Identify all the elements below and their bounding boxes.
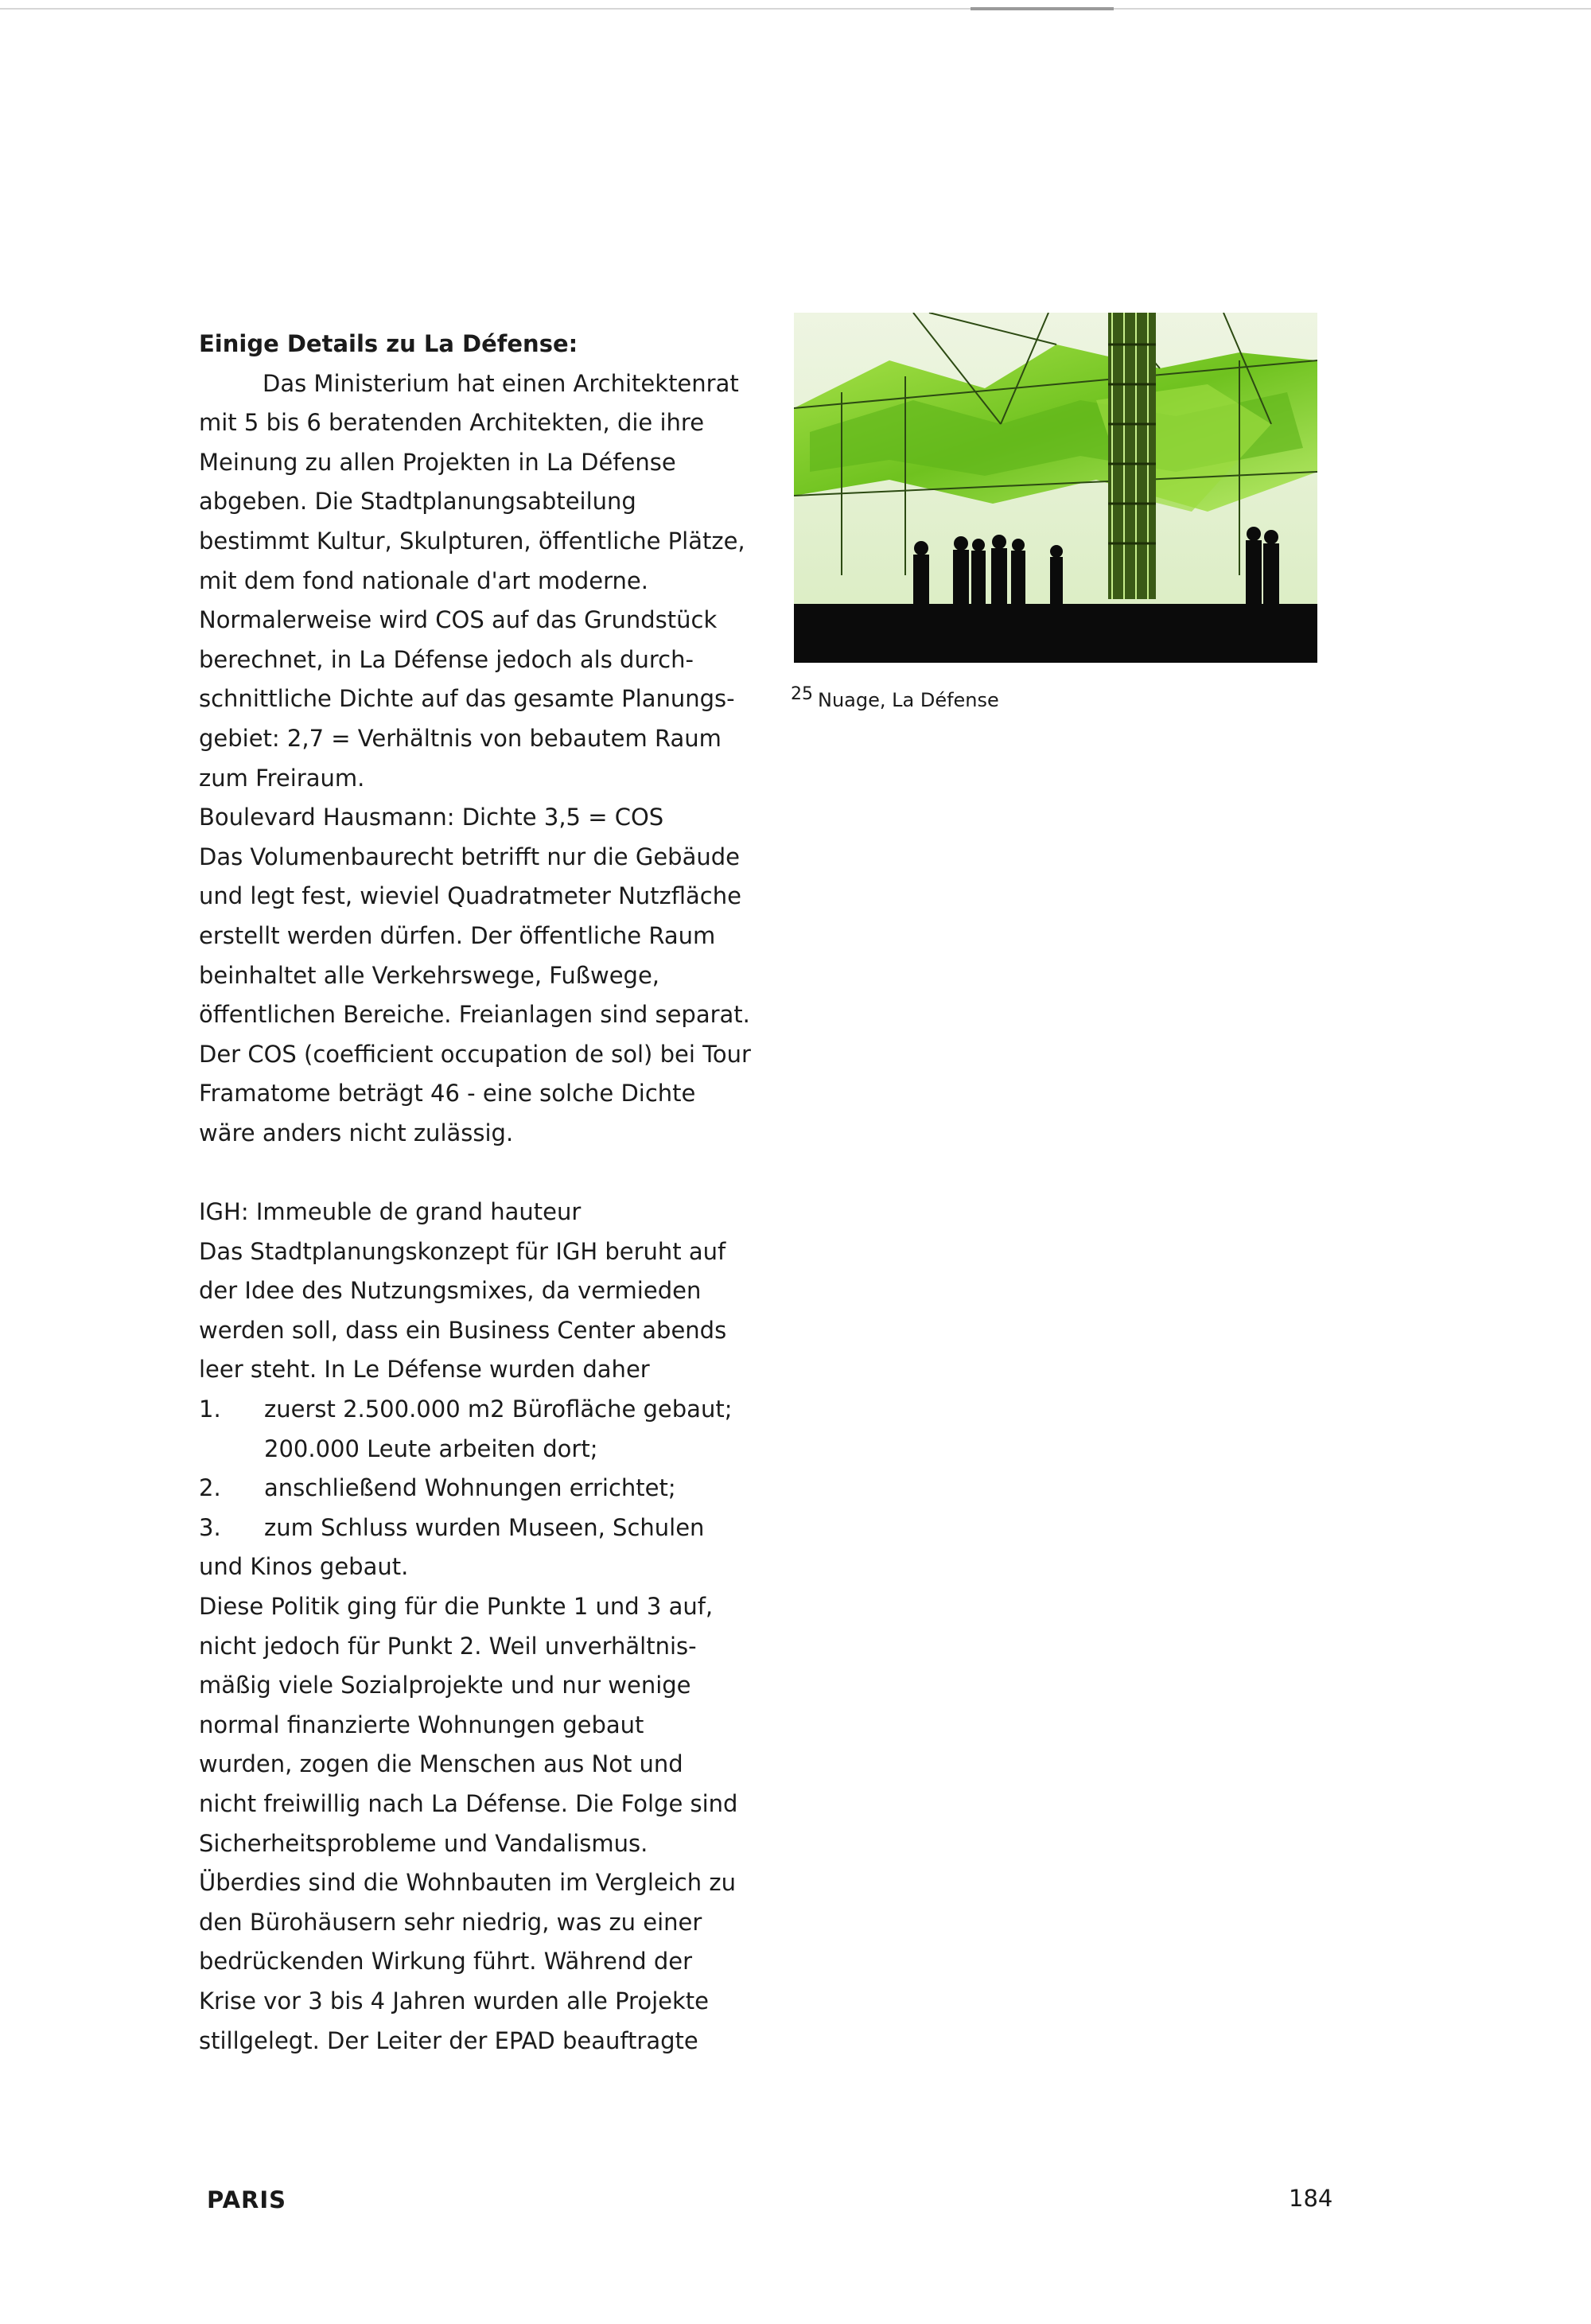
text-line: zum Freiraum. [199, 764, 365, 792]
text-line: mit dem fond nationale d'art moderne. [199, 566, 648, 594]
text-line: nicht freiwillig nach La Défense. Die Folge sind [199, 1789, 738, 1817]
page-number: 184 [1289, 2185, 1333, 2212]
text-line: mäßig viele Sozialprojekte und nur wenige [199, 1672, 691, 1699]
text-line: normal finanzierte Wohnungen gebaut [199, 1711, 644, 1738]
list-number: 2. [199, 1474, 221, 1502]
list-text: zum Schluss wurden Museen, Schulen [264, 1513, 705, 1541]
text-line: beinhaltet alle Verkehrswege, Fußwege, [199, 961, 660, 989]
list-text: anschließend Wohnungen errichtet; [264, 1474, 676, 1502]
figure-photo [794, 313, 1317, 663]
text-line: und Kinos gebaut. [199, 1553, 409, 1581]
top-rule [0, 8, 1591, 10]
lattice-tower [1108, 313, 1156, 599]
text-line: Der COS (coefficient occupation de sol) bei Tour [199, 1040, 751, 1068]
list-text: zuerst 2.500.000 m2 Bürofläche gebaut; [264, 1396, 733, 1423]
list-item [199, 1390, 740, 1430]
section-heading: Einige Details zu La Défense: [199, 330, 578, 357]
list-number: 3. [199, 1513, 221, 1541]
top-rule-accent [971, 7, 1114, 10]
text-line: Framatome beträgt 46 - eine solche Dichte [199, 1080, 696, 1108]
text-line: Diese Politik ging für die Punkte 1 und 3 auf, [199, 1593, 714, 1620]
text-line: berechnet, in La Défense jedoch als durch- [199, 645, 694, 673]
text-line: Boulevard Hausmann: Dichte 3,5 = COS [199, 804, 664, 831]
text-line: wurden, zogen die Menschen aus Not und [199, 1750, 683, 1778]
main-text-column [199, 325, 751, 2061]
figure-caption [791, 684, 999, 711]
text-line: Meinung zu allen Projekten in La Défense [199, 448, 676, 476]
text-line: Überdies sind die Wohnbauten im Vergleich zu [199, 1869, 736, 1897]
text-line: den Bürohäusern sehr niedrig, was zu einer [199, 1908, 702, 1936]
list-item [199, 1469, 740, 1508]
text-line: Krise vor 3 bis 4 Jahren wurden alle Projekte [199, 1987, 709, 2015]
text-line: gebiet: 2,7 = Verhältnis von bebautem Raum [199, 724, 722, 752]
text-line: werden soll, dass ein Business Center abends [199, 1316, 727, 1344]
text-line: Das Ministerium hat einen Architektenrat [263, 369, 739, 397]
text-line: öffentlichen Bereiche. Freianlagen sind separat. [199, 1001, 750, 1029]
paragraph-1 [199, 364, 751, 1154]
list-item-continuation: 200.000 Leute arbeiten dort; [264, 1434, 598, 1462]
text-line: bestimmt Kultur, Skulpturen, öffentliche Plätze, [199, 527, 745, 555]
text-line: stillgelegt. Der Leiter der EPAD beauftragte [199, 2026, 698, 2054]
text-line: erstellt werden dürfen. Der öffentliche Raum [199, 921, 716, 949]
nuage-illustration [794, 313, 1317, 663]
paragraph-2 [199, 1193, 740, 2061]
text-line: Normalerweise wird COS auf das Grundstück [199, 606, 718, 634]
paragraph-gap [199, 1153, 740, 1193]
text-line: wäre anders nicht zulässig. [199, 1119, 514, 1146]
list-item [199, 1508, 740, 1548]
text-line: IGH: Immeuble de grand hauteur [199, 1198, 582, 1226]
text-line: und legt fest, wieviel Quadratmeter Nutzfläche [199, 882, 741, 910]
text-line: abgeben. Die Stadtplanungsabteilung [199, 488, 636, 516]
text-line: der Idee des Nutzungsmixes, da vermieden [199, 1277, 702, 1305]
text-line: schnittliche Dichte auf das gesamte Planungs- [199, 685, 735, 713]
text-line: Das Stadtplanungskonzept für IGH beruht auf [199, 1237, 726, 1265]
text-line: leer steht. In Le Défense wurden daher [199, 1356, 650, 1384]
text-line: nicht jedoch für Punkt 2. Weil unverhältnis- [199, 1632, 697, 1660]
text-line: bedrückenden Wirkung führt. Während der [199, 1948, 693, 1976]
text-line: Sicherheitsprobleme und Vandalismus. [199, 1829, 648, 1857]
text-line: mit 5 bis 6 beratenden Architekten, die ihre [199, 409, 705, 437]
figure-number: 25 [791, 684, 813, 704]
figure-caption-text: Nuage, La Défense [818, 689, 999, 711]
list-number: 1. [199, 1396, 221, 1423]
ground-band [794, 604, 1317, 663]
text-line: Das Volumenbaurecht betrifft nur die Gebäude [199, 843, 740, 870]
footer-section-title: PARIS [207, 2186, 287, 2213]
